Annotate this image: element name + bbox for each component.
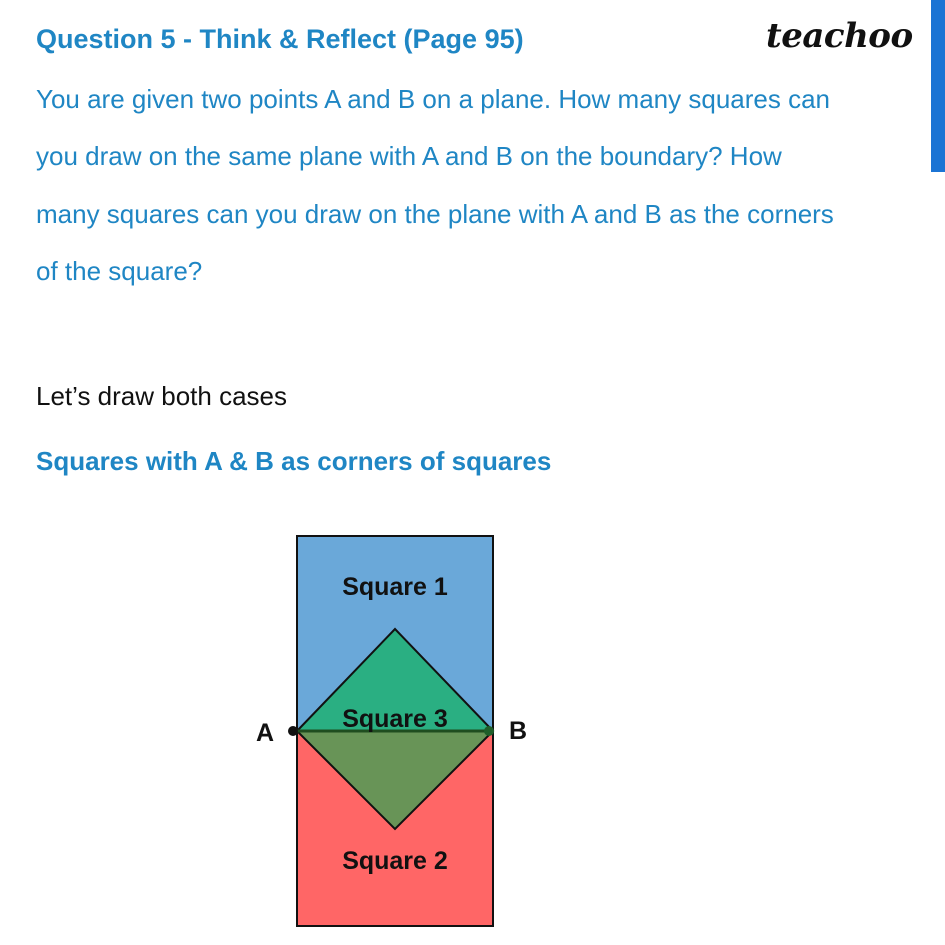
page-title: Question 5 - Think & Reflect (Page 95) [36,24,524,54]
square-3-label: Square 3 [342,705,448,733]
question-line-4: of the square? [36,256,203,286]
teachoo-logo: teachoo [766,16,913,56]
question-line-2: you draw on the same plane with A and B on the boundary? How [36,141,782,171]
point-b [484,726,494,736]
question-line-3: many squares can you draw on the plane with A and B as the corners [36,199,834,229]
intro-text: Let’s draw both cases [36,381,287,411]
point-a [288,726,298,736]
square-2-label: Square 2 [342,847,448,875]
point-b-label: B [508,717,528,745]
question-line-1: You are given two points A and B on a plane. How many squares can [36,84,831,114]
point-a-label: A [255,719,275,747]
section-subheading: Squares with A & B as corners of squares [36,446,552,476]
square-1-label: Square 1 [342,573,448,601]
